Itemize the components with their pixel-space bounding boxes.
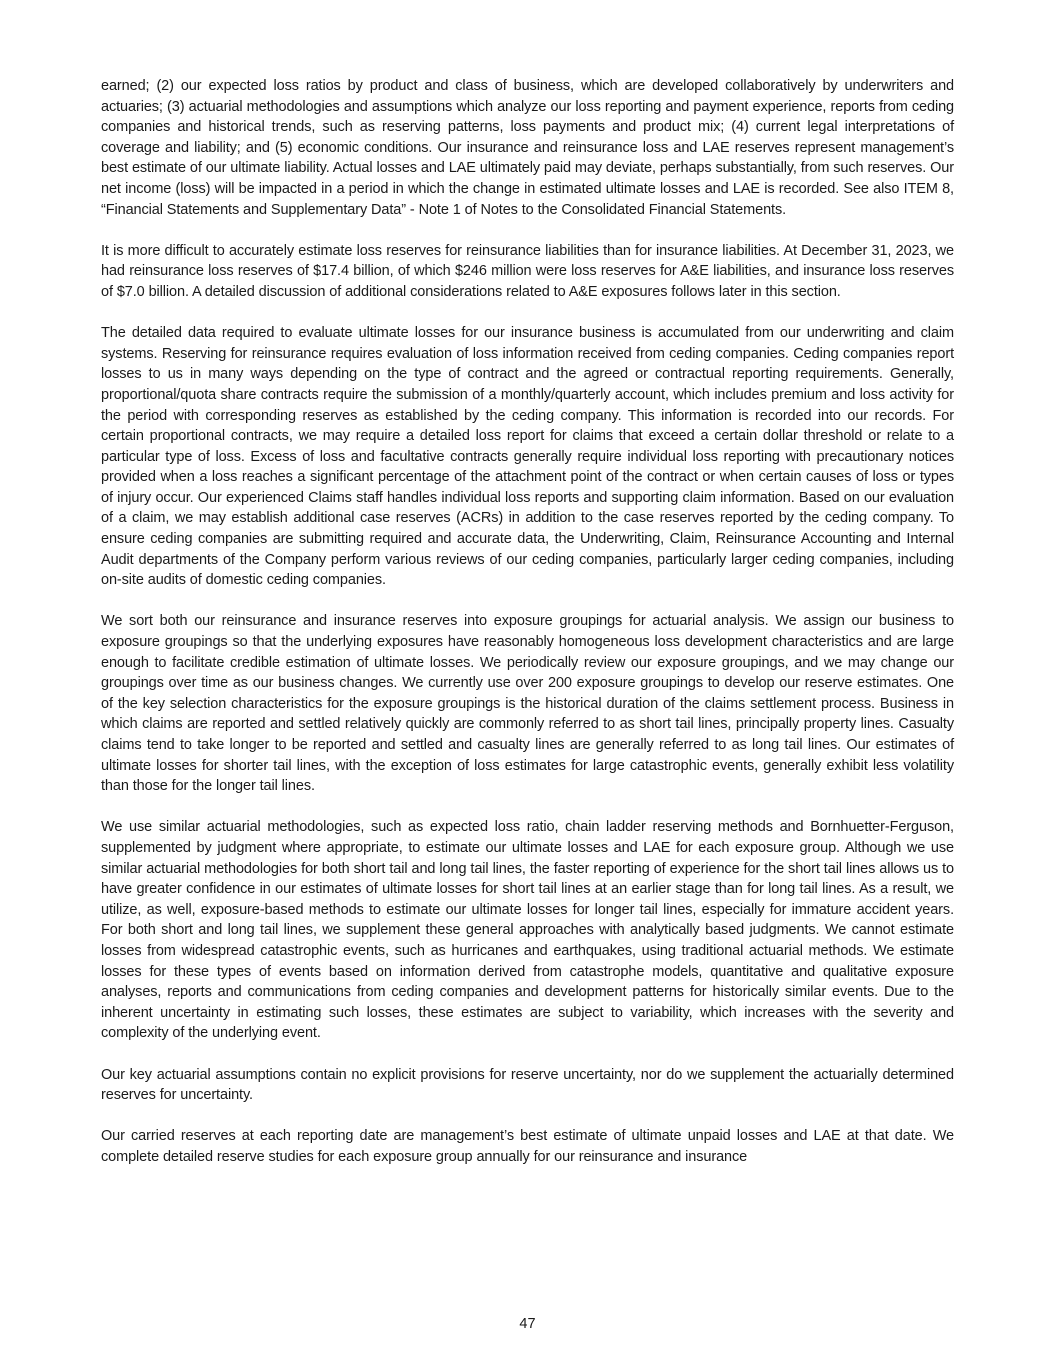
paragraph-actuarial-methodologies: We use similar actuarial methodologies, such as expected loss ratio, chain ladder reserving methods and Bornhuetter-Ferguson, supplemented by judgment where appropriate, to estimate our ultimate losses and LAE for each exposure group. Although we use similar actuarial methodologies for both short tail and long tail lines, the faster reporting of experience for the short tail lines allows us to have greater confidence in our estimates of ultimate losses for short tail lines at an earlier stage than for long tail lines. As a result, we utilize, as well, exposure-based methods to estimate our ultimate losses for longer tail lines, especially for immature accident years. For both short and long tail lines, we supplement these general approaches with analytically based judgments. We cannot estimate losses from widespread catastrophic events, such as hurricanes and earthquakes, using traditional actuarial methods. We estimate losses for these types of events based on information derived from catastrophe models, quantitative and qualitative exposure analyses, reports and communications from ceding companies and development patterns for historically similar events. Due to the inherent uncertainty in estimating such losses, these estimates are subject to variability, which increases with the severity and complexity of the underlying event. (101, 819, 954, 1042)
paragraph-reinsurance-difficulty: It is more difficult to accurately estimate loss reserves for reinsurance liabilities than for insurance liabilities. At December 31, 2023, we had reinsurance loss reserves of $17.4 billion, of which $246 million were loss reserves for A&E liabilities, and insurance loss reserves of $7.0 billion. A detailed discussion of additional considerations related to A&E exposures follows later in this section. (101, 242, 954, 300)
paragraph-detailed-data: The detailed data required to evaluate ultimate losses for our insurance business is accumulated from our underwriting and claim systems. Reserving for reinsurance requires evaluation of loss information received from ceding companies. Ceding companies report losses to us in many ways depending on the type of contract and the agreed or contractual reporting requirements. Generally, proportional/quota share contracts require the submission of a monthly/quarterly account, which includes premium and loss activity for the period with corresponding reserves as established by the ceding company. This information is recorded into our records. For certain proportional contracts, we may require a detailed loss report for claims that exceed a certain dollar threshold or relate to a particular type of loss. Excess of loss and facultative contracts generally require individual loss reporting with precautionary notices provided when a loss reaches a significant percentage of the attachment point of the contract or when certain causes of loss or types of injury occur. Our experienced Claims staff handles individual loss reports and supporting claim information. Based on our evaluation of a claim, we may establish additional case reserves (ACRs) in addition to the case reserves reported by the ceding company. To ensure ceding companies are submitting required and accurate data, the Underwriting, Claim, Reinsurance Accounting and Internal Audit departments of the Company perform various reviews of our ceding companies, particularly larger ceding companies, including on-site audits of domestic ceding companies. (101, 325, 954, 589)
paragraph-loss-reserve-factors: earned; (2) our expected loss ratios by product and class of business, which are developed collaboratively by underwriters and actuaries; (3) actuarial methodologies and assumptions which analyze our loss reporting and payment experience, reports from ceding companies and historical trends, such as reserving patterns, loss payments and product mix; (4) current legal interpretations of coverage and liability; and (5) economic conditions. Our insurance and reinsurance loss and LAE reserves represent management’s best estimate of our ultimate liability. Actual losses and LAE ultimately paid may deviate, perhaps substantially, from such reserves. Our net income (loss) will be impacted in a period in which the change in estimated ultimate losses and LAE is recorded. See also ITEM 8, “Financial Statements and Supplementary Data” - Note 1 of Notes to the Consolidated Financial Statements. (101, 78, 954, 218)
page-number: 47 (519, 1316, 536, 1332)
paragraph-exposure-groupings: We sort both our reinsurance and insurance reserves into exposure groupings for actuarial analysis. We assign our business to exposure groupings so that the underlying exposures have reasonably homogeneous loss development characteristics and are large enough to facilitate credible estimation of ultimate losses. We periodically review our exposure groupings, and we may change our groupings over time as our business changes. We currently use over 200 exposure groupings to develop our reserve estimates. One of the key selection characteristics for the exposure groupings is the historical duration of the claims settlement process. Business in which claims are reported and settled relatively quickly are commonly referred to as short tail lines, principally property lines. Casualty claims tend to take longer to be reported and settled and casualty lines are generally referred to as long tail lines. Our estimates of ultimate losses for shorter tail lines, with the exception of loss estimates for large catastrophic events, generally exhibit less volatility than those for the longer tail lines. (101, 613, 954, 795)
paragraph-key-assumptions: Our key actuarial assumptions contain no explicit provisions for reserve uncertainty, nor do we supplement the actuarially determined reserves for uncertainty. (101, 1066, 954, 1104)
paragraph-carried-reserves: Our carried reserves at each reporting date are management’s best estimate of ultimate unpaid losses and LAE at that date. We complete detailed reserve studies for each exposure group annually for our reinsurance and insurance (101, 1128, 954, 1165)
document-body (101, 76, 954, 1167)
